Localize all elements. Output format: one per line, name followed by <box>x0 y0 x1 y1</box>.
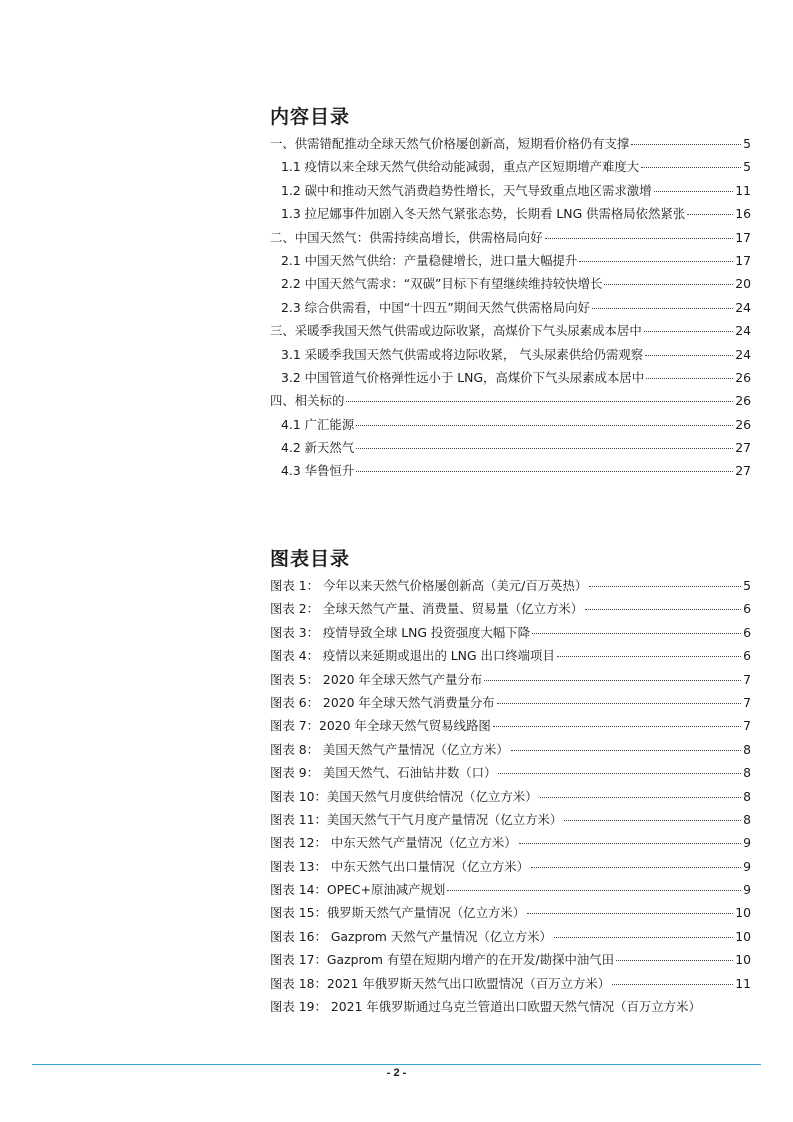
figure-entry-label: 图表 9： 美国天然气、石油钻井数（口） <box>270 765 497 781</box>
toc-entry-label: 3.2 中国管道气价格弹性远小于 LNG，高煤价下气头尿素成本居中 <box>281 369 645 385</box>
figure-entry-page: 8 <box>743 741 751 757</box>
toc-entry[interactable] <box>270 321 751 344</box>
dot-leader <box>589 585 741 587</box>
dot-leader <box>511 749 741 751</box>
toc-entry-page: 20 <box>735 276 751 292</box>
figure-entry-page: 11 <box>735 975 751 991</box>
dot-leader <box>585 608 741 610</box>
figure-entry-page: 7 <box>743 718 751 734</box>
figure-entry[interactable] <box>270 576 751 599</box>
figure-entry[interactable] <box>270 974 751 997</box>
dot-leader <box>545 237 734 239</box>
toc-entry-page: 11 <box>735 182 751 198</box>
dot-leader <box>612 983 733 985</box>
toc-entry[interactable] <box>270 204 751 227</box>
figure-entry[interactable] <box>270 740 751 763</box>
figure-entry-label: 图表 14：OPEC+原油减产规划 <box>270 882 446 898</box>
figure-entry-page: 7 <box>743 694 751 710</box>
figure-entry[interactable] <box>270 670 751 693</box>
toc-entry[interactable] <box>270 134 751 157</box>
toc-entry-label: 2.1 中国天然气供给：产量稳健增长，进口量大幅提升 <box>281 252 578 268</box>
dot-leader <box>654 190 734 192</box>
toc-entry[interactable] <box>270 251 751 274</box>
figure-entry-label: 图表 3： 疫情导致全球 LNG 投资强度大幅下降 <box>270 624 531 640</box>
toc-entry-page: 27 <box>735 463 751 479</box>
figure-entry-page: 8 <box>743 788 751 804</box>
figure-entry[interactable] <box>270 810 751 833</box>
dot-leader <box>356 447 733 449</box>
toc-entry-page: 26 <box>735 393 751 409</box>
toc-entry[interactable] <box>270 391 751 414</box>
toc-entry-label: 2.3 综合供需看，中国“十四五”期间天然气供需格局向好 <box>281 299 591 315</box>
dot-leader <box>644 330 734 332</box>
footer-divider <box>32 1064 761 1065</box>
figure-entry[interactable] <box>270 787 751 810</box>
toc-entry-label: 四、相关标的 <box>270 393 345 409</box>
figure-entry-page: 6 <box>743 601 751 617</box>
dot-leader <box>447 889 741 891</box>
figure-entry-label: 图表 6： 2020 年全球天然气消费量分布 <box>270 694 495 710</box>
dot-leader <box>531 866 741 868</box>
figure-entry-page: 10 <box>735 905 751 921</box>
dot-leader <box>356 470 733 472</box>
figure-entry-page: 6 <box>743 648 751 664</box>
figure-entry-label: 图表 16： Gazprom 天然气产量情况（亿立方米） <box>270 928 552 944</box>
dot-leader <box>646 377 733 379</box>
toc-entry[interactable] <box>270 368 751 391</box>
toc-entry-page: 24 <box>735 346 751 362</box>
figure-entry[interactable] <box>270 716 751 739</box>
toc-list <box>270 134 751 485</box>
figure-list-heading: 图表目录 <box>270 548 351 570</box>
dot-leader <box>579 260 733 262</box>
toc-entry-label: 4.1 广汇能源 <box>281 416 355 432</box>
toc-entry-label: 1.2 碳中和推动天然气消费趋势性增长，天气导致重点地区需求激增 <box>281 182 652 198</box>
figure-entry-page: 6 <box>743 624 751 640</box>
dot-leader <box>687 213 733 215</box>
toc-entry[interactable] <box>270 461 751 484</box>
dot-leader <box>519 842 741 844</box>
figure-entry-page: 8 <box>743 765 751 781</box>
toc-entry[interactable] <box>270 274 751 297</box>
figure-entry-page: 8 <box>743 811 751 827</box>
toc-entry-label: 1.1 疫情以来全球天然气供给动能减弱，重点产区短期增产难度大 <box>281 159 640 175</box>
figure-entry[interactable] <box>270 880 751 903</box>
toc-entry-label: 二、中国天然气：供需持续高增长，供需格局向好 <box>270 229 543 245</box>
dot-leader <box>497 702 741 704</box>
figure-entry-page: 5 <box>743 578 751 593</box>
toc-entry-label: 4.3 华鲁恒升 <box>281 463 355 479</box>
figure-entry[interactable] <box>270 623 751 646</box>
figure-entry[interactable] <box>270 997 751 1020</box>
toc-entry-label: 2.2 中国天然气需求：“双碳”目标下有望继续维持较快增长 <box>281 276 603 292</box>
toc-entry-page: 24 <box>735 299 751 315</box>
toc-entry-label: 1.3 拉尼娜事件加剧入冬天然气紧张态势，长期看 LNG 供需格局依然紧张 <box>281 206 686 222</box>
toc-entry[interactable] <box>270 415 751 438</box>
dot-leader <box>631 143 741 145</box>
figure-entry[interactable] <box>270 693 751 716</box>
figure-entry-page: 9 <box>743 882 751 898</box>
dot-leader <box>540 796 742 798</box>
figure-entry-label: 图表 17：Gazprom 有望在短期内增产的在开发/勘探中油气田 <box>270 952 615 968</box>
toc-heading: 内容目录 <box>270 106 351 128</box>
dot-leader <box>484 679 741 681</box>
dot-leader <box>554 936 733 938</box>
dot-leader <box>557 655 741 657</box>
toc-entry-label: 4.2 新天然气 <box>281 440 355 456</box>
toc-entry-page: 17 <box>735 229 751 245</box>
figure-entry[interactable] <box>270 950 751 973</box>
figure-entry-page: 7 <box>743 671 751 687</box>
figure-entry-label: 图表 19： 2021 年俄罗斯通过乌克兰管道出口欧盟天然气情况（百万立方米） <box>270 999 701 1015</box>
toc-entry-label: 三、采暖季我国天然气供需或边际收紧，高煤价下气头尿素成本居中 <box>270 323 642 339</box>
dot-leader <box>641 166 741 168</box>
toc-entry-page: 16 <box>735 206 751 222</box>
figure-entry[interactable] <box>270 599 751 622</box>
figure-entry-page: 9 <box>743 835 751 851</box>
figure-entry[interactable] <box>270 833 751 856</box>
figure-entry-label: 图表 7：2020 年全球天然气贸易线路图 <box>270 718 491 734</box>
figure-entry[interactable] <box>270 763 751 786</box>
dot-leader <box>356 424 733 426</box>
toc-entry-page: 26 <box>735 416 751 432</box>
dot-leader <box>564 819 741 821</box>
toc-entry-label: 一、供需错配推动全球天然气价格屡创新高，短期看价格仍有支撑 <box>270 136 630 151</box>
dot-leader <box>532 632 741 634</box>
figure-entry-label: 图表 13： 中东天然气出口量情况（亿立方米） <box>270 858 530 874</box>
toc-entry-page: 5 <box>743 159 751 175</box>
figure-entry[interactable] <box>270 857 751 880</box>
figure-entry-page: 10 <box>735 928 751 944</box>
toc-entry[interactable] <box>270 438 751 461</box>
dot-leader <box>645 354 733 356</box>
figure-entry-label: 图表 5： 2020 年全球天然气产量分布 <box>270 671 483 687</box>
dot-leader <box>346 400 733 402</box>
figure-entry-label: 图表 11：美国天然气干气月度产量情况（亿立方米） <box>270 811 563 827</box>
figure-list <box>270 576 751 1020</box>
figure-entry-label: 图表 2： 全球天然气产量、消费量、贸易量（亿立方米） <box>270 601 584 617</box>
figure-entry-page: 9 <box>743 858 751 874</box>
figure-entry-label: 图表 15：俄罗斯天然气产量情况（亿立方米） <box>270 905 526 921</box>
figure-entry-label: 图表 1： 今年以来天然气价格屡创新高（美元/百万英热） <box>270 578 588 593</box>
dot-leader <box>604 283 733 285</box>
dot-leader <box>527 912 733 914</box>
figure-entry-label: 图表 4： 疫情以来延期或退出的 LNG 出口终端项目 <box>270 648 555 664</box>
toc-entry-page: 17 <box>735 252 751 268</box>
toc-entry-page: 5 <box>743 136 751 151</box>
toc-entry[interactable] <box>270 157 751 180</box>
dot-leader <box>498 772 741 774</box>
toc-entry-page: 27 <box>735 440 751 456</box>
figure-entry-label: 图表 18：2021 年俄罗斯天然气出口欧盟情况（百万立方米） <box>270 975 611 991</box>
figure-entry-label: 图表 12： 中东天然气产量情况（亿立方米） <box>270 835 517 851</box>
toc-entry[interactable] <box>270 298 751 321</box>
figure-entry[interactable] <box>270 927 751 950</box>
toc-entry[interactable] <box>270 181 751 204</box>
dot-leader <box>616 959 733 961</box>
toc-entry[interactable] <box>270 228 751 251</box>
toc-entry-page: 26 <box>735 369 751 385</box>
figure-entry-label: 图表 10：美国天然气月度供给情况（亿立方米） <box>270 788 538 804</box>
dot-leader <box>592 307 733 309</box>
figure-entry[interactable] <box>270 903 751 926</box>
toc-entry[interactable] <box>270 345 751 368</box>
toc-entry-label: 3.1 采暖季我国天然气供需或将边际收紧， 气头尿素供给仍需观察 <box>281 346 644 362</box>
figure-entry[interactable] <box>270 646 751 669</box>
page-number: - 2 - <box>386 1067 407 1079</box>
figure-entry-page: 10 <box>735 952 751 968</box>
figure-entry-label: 图表 8： 美国天然气产量情况（亿立方米） <box>270 741 509 757</box>
dot-leader <box>493 725 741 727</box>
toc-entry-page: 24 <box>735 323 751 339</box>
